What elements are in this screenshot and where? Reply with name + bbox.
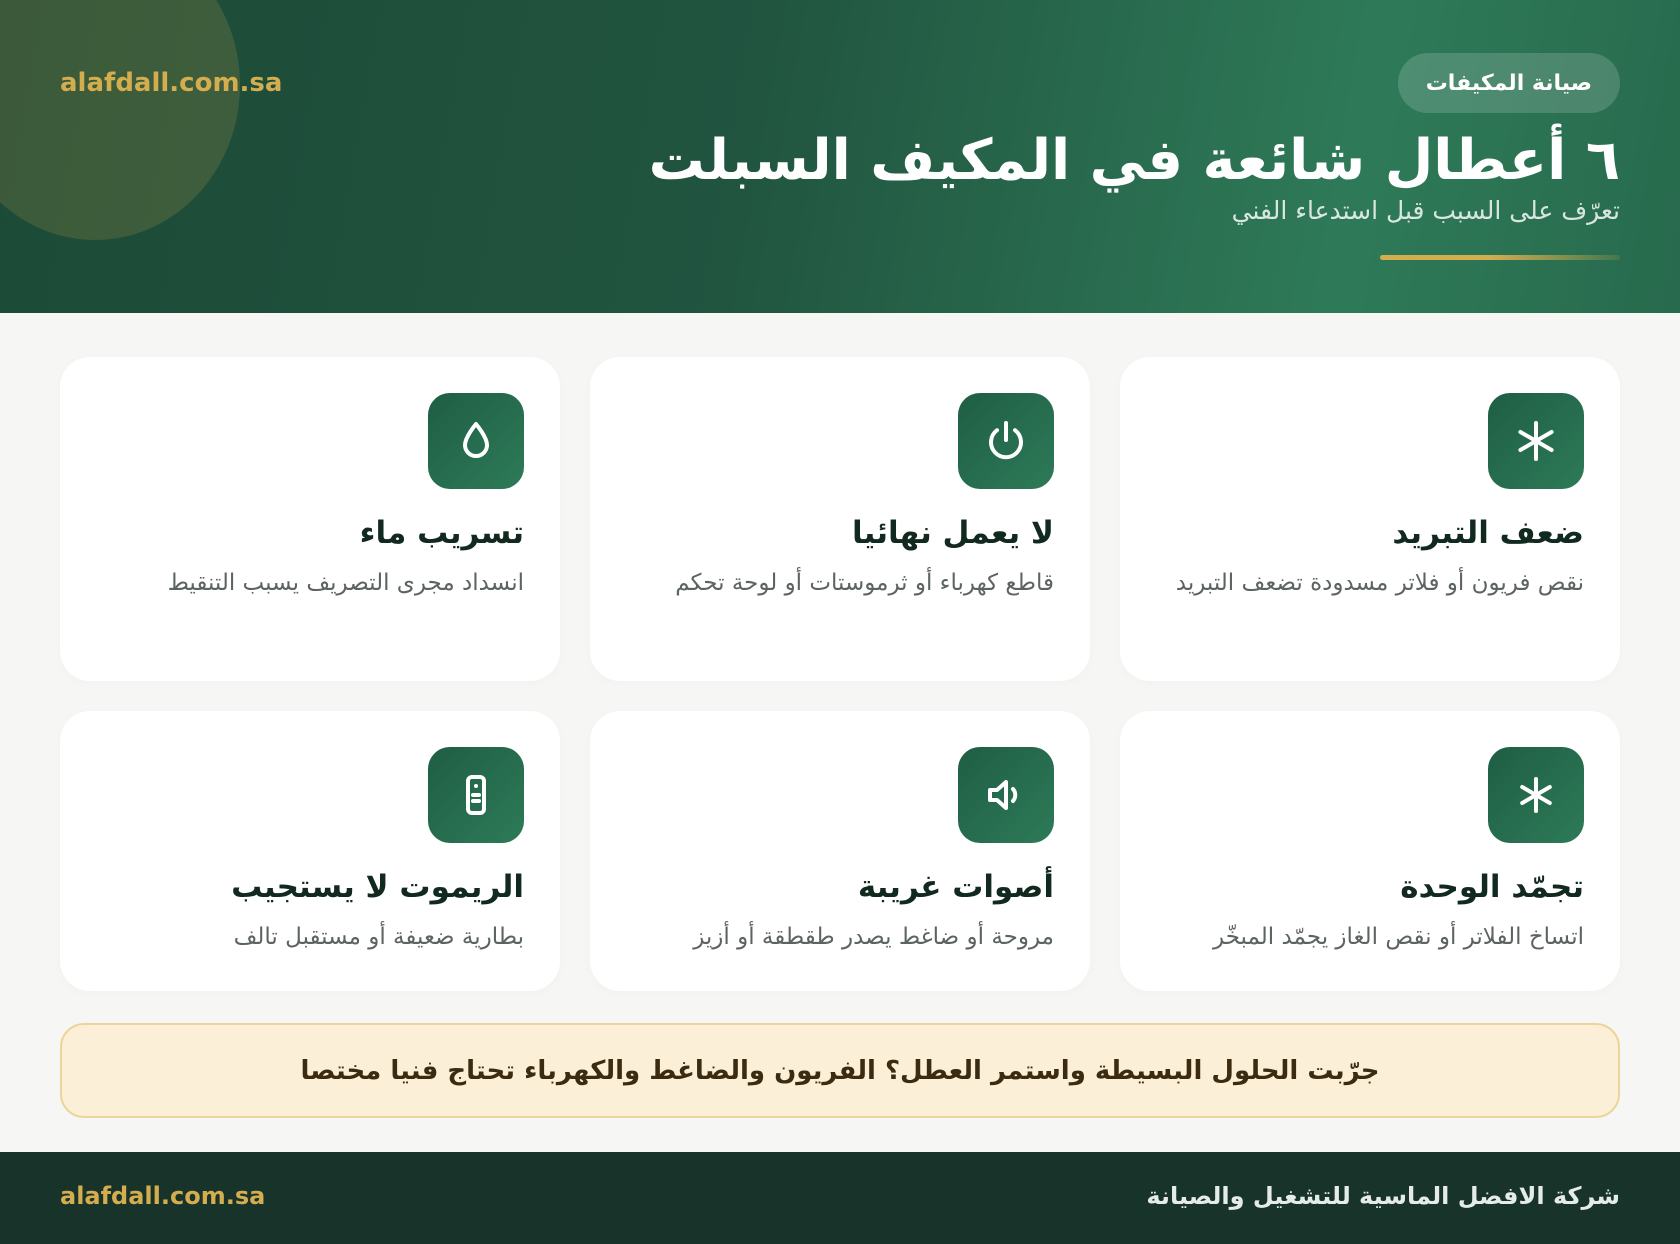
card-title: أصوات غريبة (857, 869, 1054, 905)
card-title: الريموت لا يستجيب (231, 869, 524, 905)
speaker-icon (982, 771, 1030, 819)
company-name: شركة الافضل الماسية للتشغيل والصيانة (1146, 1182, 1620, 1210)
remote-icon (452, 771, 500, 819)
notice-banner: جرّبت الحلول البسيطة واستمر العطل؟ الفريون والضاغط والكهرباء تحتاج فنيا مختصا (60, 1023, 1620, 1118)
card-title: تجمّد الوحدة (1400, 869, 1584, 905)
decorative-circle (0, 0, 240, 240)
footer-domain: alafdall.com.sa (60, 1182, 266, 1210)
freeze-icon (1512, 771, 1560, 819)
accent-line (1380, 255, 1620, 260)
card-title: ضعف التبريد (1392, 515, 1584, 551)
card-water-leak (60, 357, 560, 681)
hero-header (0, 0, 1680, 313)
card-unit-freezing (1120, 711, 1620, 991)
card-description: بطارية ضعيفة أو مستقبل تالف (233, 924, 524, 950)
category-badge: صيانة المكيفات (1398, 53, 1620, 113)
header-domain: alafdall.com.sa (60, 68, 283, 98)
footer (0, 1152, 1680, 1244)
icon-badge (428, 393, 524, 489)
card-description: قاطع كهرباء أو ثرموستات أو لوحة تحكم (675, 570, 1054, 596)
card-description: اتساخ الفلاتر أو نقص الغاز يجمّد المبخّر (1213, 924, 1584, 950)
page-subtitle: تعرّف على السبب قبل استدعاء الفني (1231, 196, 1620, 225)
card-description: انسداد مجرى التصريف يسبب التنقيط (167, 570, 524, 596)
icon-badge (958, 747, 1054, 843)
card-weak-cooling (1120, 357, 1620, 681)
card-title: لا يعمل نهائيا (852, 515, 1054, 551)
page-title: ٦ أعطال شائعة في المكيف السبلت (648, 128, 1620, 193)
icon-badge (428, 747, 524, 843)
card-description: نقص فريون أو فلاتر مسدودة تضعف التبريد (1175, 570, 1584, 596)
card-title: تسريب ماء (359, 515, 524, 551)
icon-badge (1488, 747, 1584, 843)
card-remote-unresponsive (60, 711, 560, 991)
snowflake-icon (1512, 417, 1560, 465)
icon-badge (958, 393, 1054, 489)
power-icon (982, 417, 1030, 465)
card-strange-noises (590, 711, 1090, 991)
card-description: مروحة أو ضاغط يصدر طقطقة أو أزيز (693, 924, 1054, 950)
problems-grid (60, 357, 1620, 991)
card-not-working (590, 357, 1090, 681)
icon-badge (1488, 393, 1584, 489)
water-drop-icon (452, 417, 500, 465)
